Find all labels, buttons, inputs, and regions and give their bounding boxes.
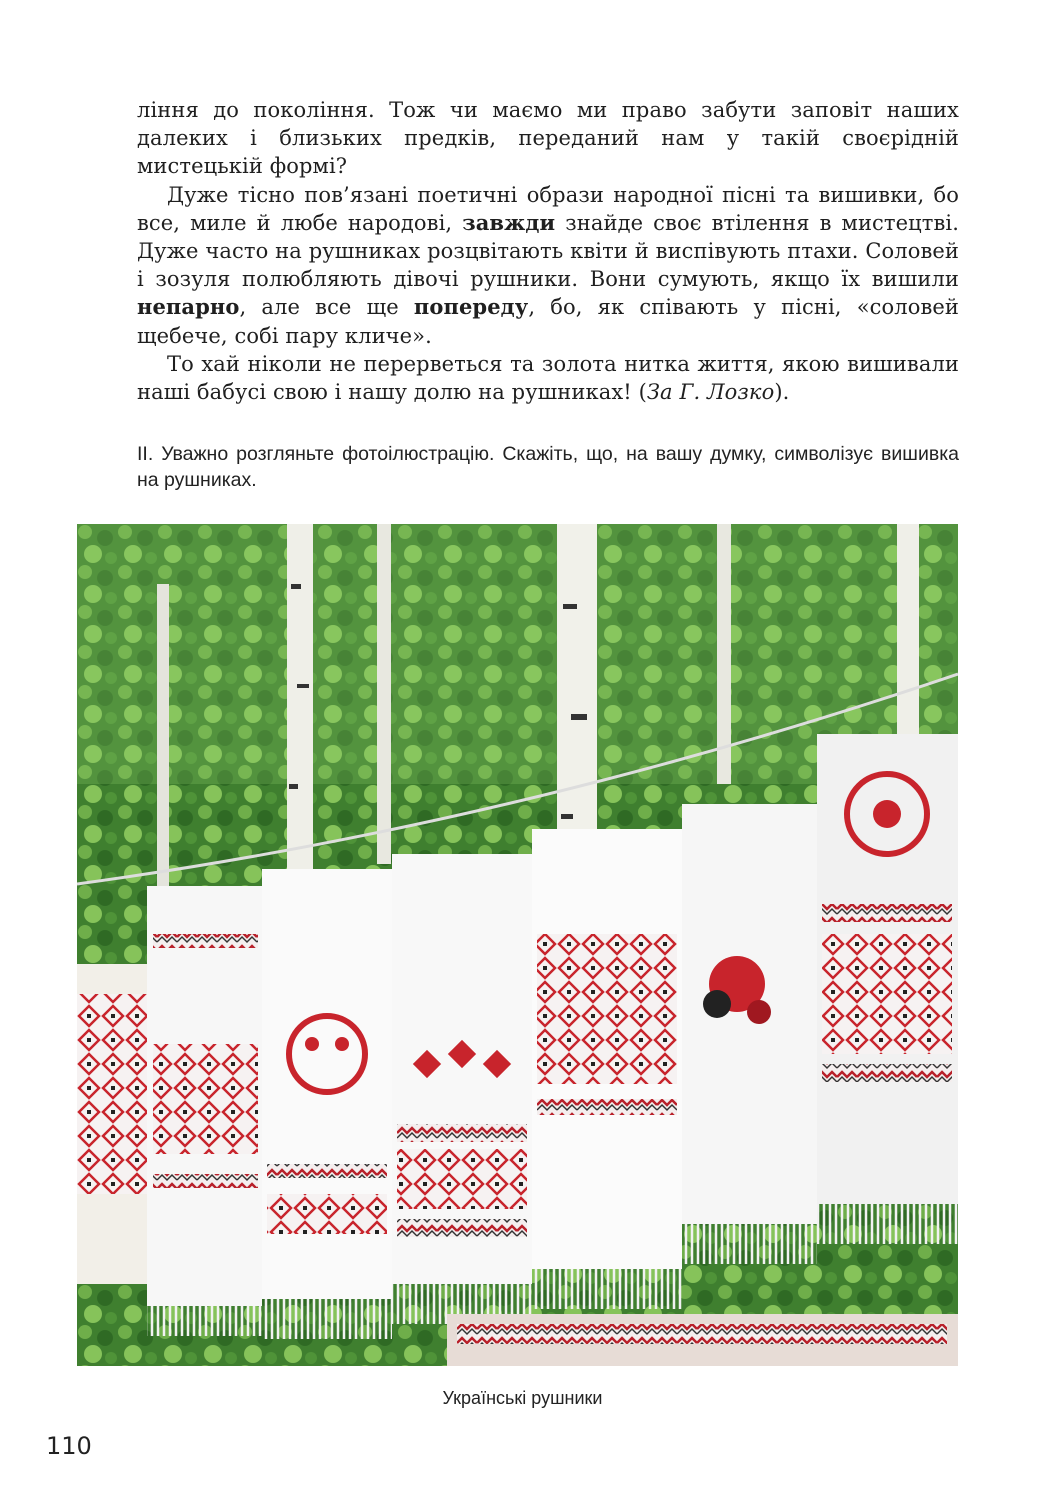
task-instruction: II. Уважно розгляньте фотоілюстрацію. Скажіть, що, на вашу думку, символізує вишивка на рушниках. bbox=[137, 443, 959, 491]
embroidered-towels-photo bbox=[77, 524, 958, 1366]
paragraph-1 bbox=[137, 96, 959, 181]
photo-caption: Українські рушники bbox=[442, 1388, 603, 1408]
paragraph-2-text-a: Дуже тісно пов’язані поетичні образи народної пісні та вишивки, бо все, миле й любе народові, bbox=[137, 182, 959, 235]
paragraph-3 bbox=[137, 350, 959, 406]
paragraph-2 bbox=[137, 181, 959, 350]
page-number: 110 bbox=[46, 1432, 92, 1460]
paragraph-2-text-c: знайде своє втілення в мистецтві. Дуже часто на рушниках розцвітають квіти й виспівують птахи. Соловей і зозуля полюбляють дівочі рушники. Вони сумують, якщо їх вишили bbox=[137, 210, 959, 292]
paragraph-2-text-d: , але все ще bbox=[239, 295, 414, 320]
towels-illustration bbox=[77, 524, 958, 1366]
bold-word-neparno: непарно bbox=[137, 294, 240, 320]
paragraph-3-text-b: ). bbox=[774, 380, 790, 405]
bold-word-zavzhdy: завжди bbox=[462, 209, 556, 235]
paragraph-2-text-e: , бо, як співають у пісні, «соловей щебече, собі пару кличе». bbox=[137, 295, 959, 348]
paragraph-1-text: ління до покоління. Тож чи маємо ми право забути заповіт наших далеких і близьких предків, переданий нам у такій своєрідній мистецькій формі? bbox=[137, 98, 959, 179]
bold-word-poperedu: попереду bbox=[413, 294, 529, 320]
author-reference: За Г. Лозко bbox=[646, 380, 775, 405]
body-text bbox=[137, 96, 959, 406]
paragraph-3-text-a: То хай ніколи не перерветься та золота нитка життя, якою вишивали наші бабусі свою і нашу долю на рушниках! ( bbox=[137, 351, 959, 405]
